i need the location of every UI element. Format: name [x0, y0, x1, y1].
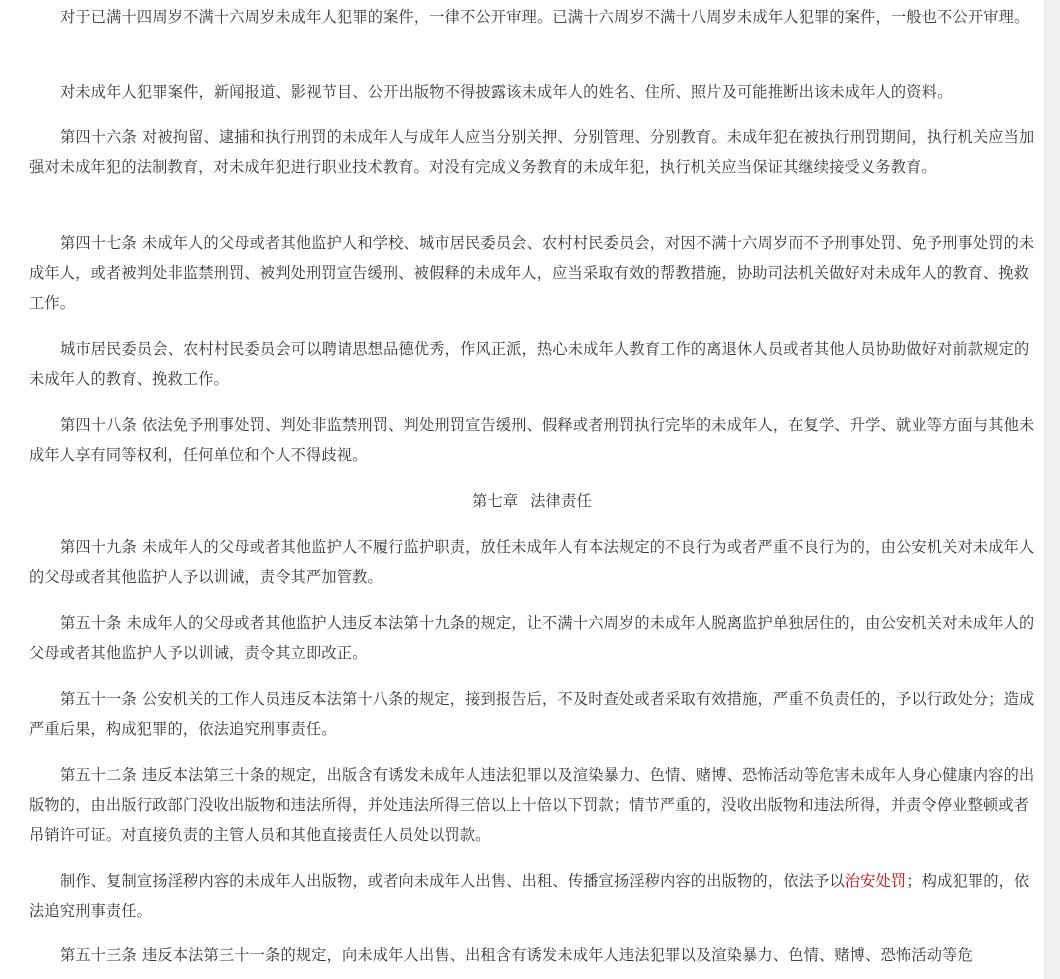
article-48: 第四十八条 依法免予刑事处罚、判处非监禁刑罚、判处刑罚宣告缓刑、假释或者刑罚执行完毕的未成年人，在复学、升学、就业等方面与其他未成年人享有同等权利，任何单位和个人不得歧视。 [29, 416, 1035, 464]
paragraph-text-after-link: ；构成犯罪的，依法追究刑事责任。 [29, 872, 1030, 920]
paragraph-media-privacy: 对未成年人犯罪案件，新闻报道、影视节目、公开出版物不得披露该未成年人的姓名、住所、照片及可能推断出该未成年人的资料。 [60, 83, 953, 101]
article-47: 第四十七条 未成年人的父母或者其他监护人和学校、城市居民委员会、农村村民委员会，对因不满十六周岁而不予刑事处罚、免予刑事处罚的未成年人，或者被判处非监禁刑罚、被判处刑罚宣告缓刑、被假释的未成年人，应当采取有效的帮教措施，协助司法机关做好对未成年人的教育、挽救工作。 [29, 234, 1035, 312]
paragraph-obscene-publications [29, 866, 1035, 926]
paragraph-trial-privacy: 对于已满十四周岁不满十六周岁未成年人犯罪的案件，一律不公开审理。已满十六周岁不满十八周岁未成年人犯罪的案件，一般也不公开审理。 [60, 8, 1030, 26]
article-49: 第四十九条 未成年人的父母或者其他监护人不履行监护职责，放任未成年人有本法规定的不良行为或者严重不良行为的，由公安机关对未成年人的父母或者其他监护人予以训诫，责令其严加管教。 [29, 538, 1035, 586]
article-53: 第五十三条 违反本法第三十一条的规定，向未成年人出售、出租含有诱发未成年人违法犯罪以及渲染暴力、色情、赌博、恐怖活动等危 [60, 946, 973, 964]
article-50: 第五十条 未成年人的父母或者其他监护人违反本法第十九条的规定，让不满十六周岁的未成年人脱离监护单独居住的，由公安机关对未成年人的父母或者其他监护人予以训诫，责令其立即改正。 [29, 614, 1035, 662]
chapter-heading [29, 486, 1035, 516]
public-security-punishment-link[interactable]: 治安处罚 [844, 872, 907, 890]
chapter-number: 第七章 [472, 492, 519, 510]
article-52: 第五十二条 违反本法第三十条的规定，出版含有诱发未成年人违法犯罪以及渲染暴力、色情、赌博、恐怖活动等危害未成年人身心健康内容的出版物的，由出版行政部门没收出版物和违法所得，并处违法所得三倍以上十倍以下罚款；情节严重的，没收出版物和违法所得，并责令停业整顿或者吊销许可证。对直接负责的主管人员和其他直接责任人员处以罚款。 [29, 766, 1035, 844]
paragraph-text-before-link: 制作、复制宣扬淫秽内容的未成年人出版物，或者向未成年人出售、出租、传播宣扬淫秽内容的出版物的，依法予以 [60, 872, 845, 890]
vertical-scrollbar[interactable] [1044, 0, 1060, 979]
article-46: 第四十六条 对被拘留、逮捕和执行刑罚的未成年人与成年人应当分别关押、分别管理、分别教育。未成年犯在被执行刑罚期间，执行机关应当加强对未成年犯的法制教育，对未成年犯进行职业技术教育。对没有完成义务教育的未成年犯，执行机关应当保证其继续接受义务教育。 [29, 128, 1035, 176]
article-51: 第五十一条 公安机关的工作人员违反本法第十八条的规定，接到报告后，不及时查处或者采取有效措施，严重不负责任的，予以行政处分；造成严重后果，构成犯罪的，依法追究刑事责任。 [29, 690, 1035, 738]
chapter-title: 法律责任 [530, 492, 592, 510]
paragraph-committee-assistance: 城市居民委员会、农村村民委员会可以聘请思想品德优秀，作风正派，热心未成年人教育工作的离退休人员或者其他人员协助做好对前款规定的未成年人的教育、挽救工作。 [29, 340, 1030, 388]
